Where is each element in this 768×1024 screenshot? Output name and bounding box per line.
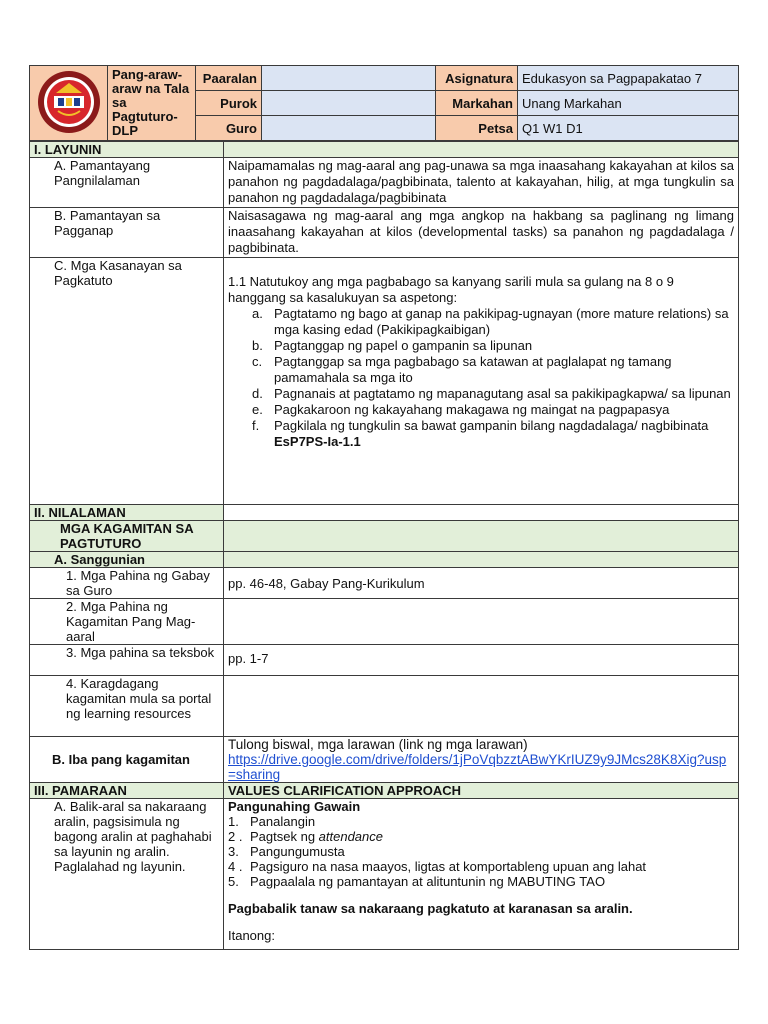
label-kasanayan: C. Mga Kasanayan sa Pagkatuto <box>30 258 224 505</box>
list-item: f. Pagkilala ng tungkulin sa bawat gampanin bilang nagdadalaga/ nagbibinata EsP7PS-Ia-1.1 <box>252 418 709 449</box>
label-iba-pang-kagamitan: B. Iba pang kagamitan <box>30 737 224 783</box>
balik-aral-content <box>224 799 739 950</box>
list-item: c. Pagtanggap sa mga pagbabago sa katawan at paglalapat ng tamang pamamahala sa mga ito <box>252 354 672 385</box>
value-karagdagang-kagamitan <box>224 676 739 737</box>
label-guro: Guro <box>196 116 262 141</box>
field-paaralan[interactable] <box>262 66 436 91</box>
gawain-heading: Pangunahing Gawain <box>228 799 361 814</box>
value-gabay-guro: pp. 46-48, Gabay Pang-Kurikulum <box>224 568 739 599</box>
lesson-plan-page <box>29 65 738 950</box>
label-kagamitan-mag-aaral: 2. Mga Pahina ng Kagamitan Pang Mag-aaral <box>30 599 224 645</box>
school-logo <box>30 66 108 141</box>
list-item: a. Pagtatamo ng bago at ganap na pakikipag-ugnayan (more mature relations) sa mga kasing edad (Pakikipagkaibigan) <box>252 306 729 337</box>
text-pamantayan-sa-pagganap: Naisasagawa ng mag-aaral ang mga angkop na hakbang sa paglinang ng limang inaasahang kakayahan at kilos (developmental tasks) sa panahon ng pagdadalaga / pagbibinata. <box>224 208 739 258</box>
value-kagamitan-mag-aaral <box>224 599 739 645</box>
text-pamantayang-pangnilalaman: Naipamamalas ng mag-aaral ang pag-unawa sa mga inaasahang kakayahan at kilos sa panahon ng pagdadalaga/pagbibinata, talento at kakayahan, hilig, at mga tungkulin sa panahon ng pagdadalaga/pagbibinata <box>224 158 739 208</box>
label-gabay-guro: 1. Mga Pahina ng Gabay sa Guro <box>30 568 224 599</box>
gawain-list <box>228 814 734 889</box>
field-asignatura[interactable]: Edukasyon sa Pagpapakatao 7 <box>518 66 739 91</box>
kasanayan-list <box>228 306 734 450</box>
label-asignatura: Asignatura <box>436 66 518 91</box>
list-item: d. Pagnanais at pagtatamo ng mapanagutang asal sa pakikipagkapwa/ sa lipunan <box>252 386 731 401</box>
competency-code: EsP7PS-Ia-1.1 <box>274 434 361 449</box>
iba-pang-kagamitan-text: Tulong biswal, mga larawan (link ng mga larawan) <box>228 737 528 752</box>
value-teksbok: pp. 1-7 <box>224 645 739 676</box>
section-nilalaman: II. NILALAMAN <box>30 505 224 521</box>
label-balik-aral: A. Balik-aral sa nakaraang aralin, pagsisimula ng bagong aralin at paghahabi sa layunin ng aralin. Paglalahad ng layunin. <box>30 799 224 950</box>
label-karagdagang-kagamitan: 4. Karagdagang kagamitan mula sa portal ng learning resources <box>30 676 224 737</box>
content-table <box>29 141 739 950</box>
label-pamantayan-sa-pagganap: B. Pamantayan sa Pagganap <box>30 208 224 258</box>
kasanayan-intro: 1.1 Natutukoy ang mga pagbabago sa kanyang sarili mula sa gulang na 8 o 9 hanggang sa kasalukuyan sa aspetong: <box>228 274 674 305</box>
label-purok: Purok <box>196 91 262 116</box>
pagbabalik-tanaw: Pagbabalik tanaw sa nakaraang pagkatuto at karanasan sa aralin. <box>228 901 633 916</box>
list-item: e. Pagkakaroon ng kakayahang makagawa ng maingat na pagpapasya <box>252 402 670 417</box>
list-item: 1. Panalangin <box>228 814 316 829</box>
section-layunin: I. LAYUNIN <box>30 142 224 158</box>
list-item: 4 . Pagsiguro na nasa maayos, ligtas at komportableng upuan ang lahat <box>228 859 647 874</box>
approach-title: VALUES CLARIFICATION APPROACH <box>224 783 739 799</box>
list-item: 2 . Pagtsek ng attendance <box>228 829 383 844</box>
document-title: Pang-araw-araw na Tala sa Pagtuturo-DLP <box>108 66 196 141</box>
list-item: 3. Pangungumusta <box>228 844 345 859</box>
heading-kagamitan: MGA KAGAMITAN SA PAGTUTURO <box>30 521 224 552</box>
field-petsa[interactable]: Q1 W1 D1 <box>518 116 739 141</box>
label-markahan: Markahan <box>436 91 518 116</box>
label-teksbok: 3. Mga pahina sa teksbok <box>30 645 224 676</box>
section-pamaraan: III. PAMARAAN <box>30 783 224 799</box>
label-pamantayang-pangnilalaman: A. Pamantayang Pangnilalaman <box>30 158 224 208</box>
iba-pang-kagamitan-content <box>224 737 739 783</box>
field-markahan[interactable]: Unang Markahan <box>518 91 739 116</box>
list-item: b. Pagtanggap ng papel o gampanin sa lipunan <box>252 338 533 353</box>
field-purok[interactable] <box>262 91 436 116</box>
label-petsa: Petsa <box>436 116 518 141</box>
itanong-label: Itanong: <box>228 928 275 943</box>
list-item: 5. Pagpaalala ng pamantayan at alituntunin ng MABUTING TAO <box>228 874 606 889</box>
drive-link[interactable]: https://drive.google.com/drive/folders/1jPoVqbzztABwYKrIUZ9y9JMcs28K8Xig?usp=sharing <box>228 752 727 782</box>
heading-sanggunian: A. Sanggunian <box>30 552 224 568</box>
kasanayan-content <box>224 258 739 505</box>
seal-icon <box>36 69 102 135</box>
field-guro[interactable] <box>262 116 436 141</box>
header-table <box>29 65 739 141</box>
label-paaralan: Paaralan <box>196 66 262 91</box>
